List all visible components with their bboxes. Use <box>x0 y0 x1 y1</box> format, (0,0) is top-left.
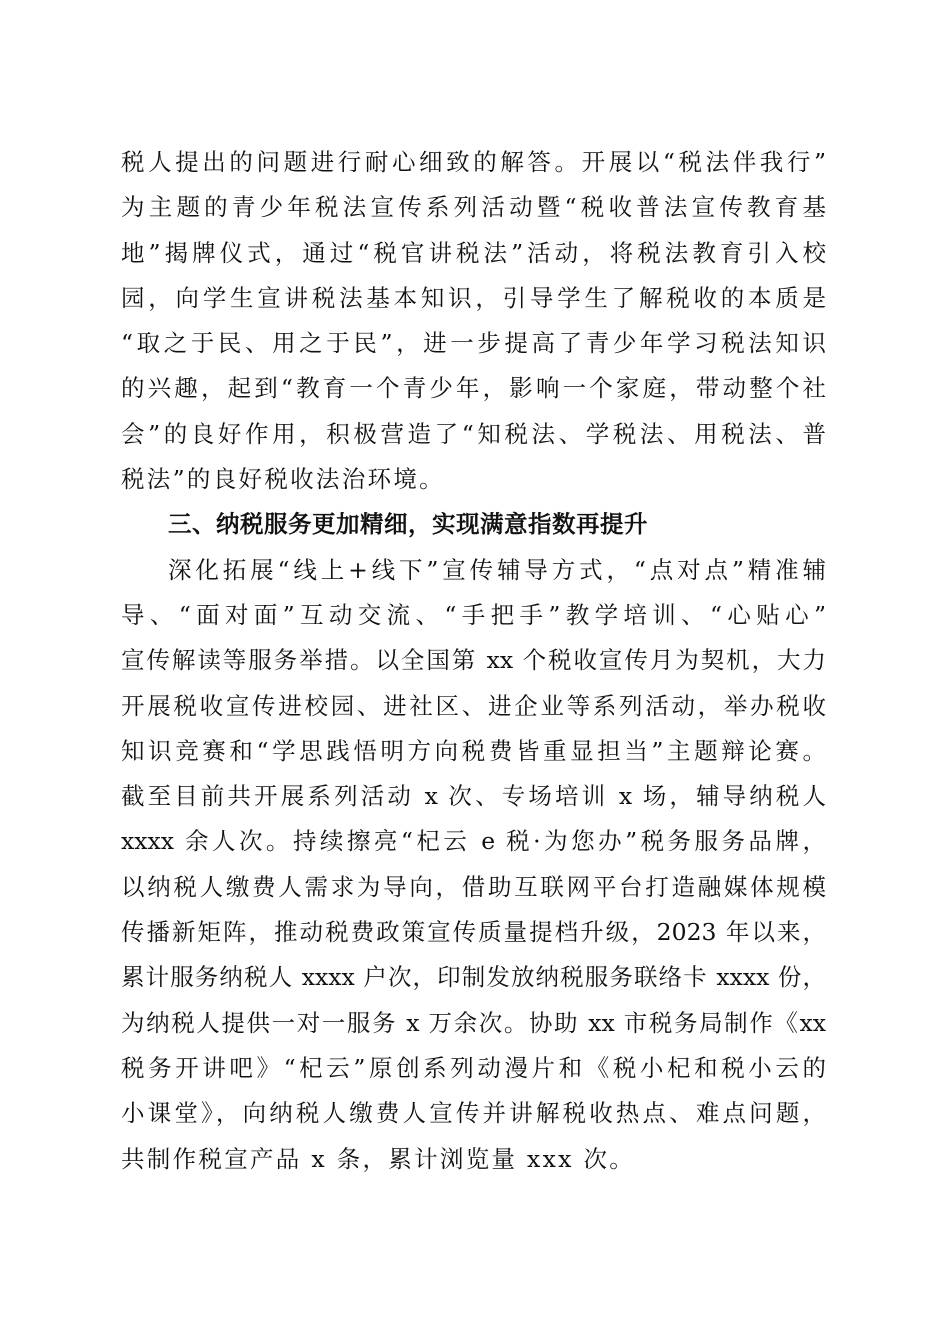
paragraph-continued <box>121 140 826 502</box>
text-line: 税法”的良好税收法治环境。 <box>121 465 445 494</box>
document-body <box>121 140 826 1182</box>
text-line: 园，向学生宣讲税法基本知识，引导学生了解税收的本质是 <box>121 283 826 312</box>
text-line: 导、“面对面”互动交流、“手把手”教学培训、“心贴心” <box>121 600 826 629</box>
text-line: 税务开讲吧》“杞云”原创系列动漫片和《税小杞和税小云的 <box>121 1053 826 1082</box>
text-line: 税人提出的问题进行耐心细致的解答。开展以“税法伴我行” <box>121 148 826 176</box>
text-line: 地”揭牌仪式，通过“税官讲税法”活动，将税法教育引入校 <box>121 238 826 267</box>
text-line: “取之于民、用之于民”，进一步提高了青少年学习税法知识 <box>121 329 826 358</box>
text-line: 为主题的青少年税法宣传系列活动暨“税收普法宣传教育基 <box>121 193 826 222</box>
text-line: 传播新矩阵，推动税费政策宣传质量提档升级，2023 年以来， <box>121 918 826 947</box>
paragraph-section-3 <box>121 548 826 1182</box>
text-line: 深化拓展“线上+线下”宣传辅导方式，“点对点”精准辅 <box>168 555 826 584</box>
text-line: 以纳税人缴费人需求为导向，借助互联网平台打造融媒体规模 <box>121 872 826 901</box>
text-line: 开展税收宣传进校园、进社区、进企业等系列活动，举办税收 <box>121 691 826 720</box>
text-line: xxxx 余人次。持续擦亮“杞云 e 税·为您办”税务服务品牌， <box>121 827 826 856</box>
section-heading: 三、纳税服务更加精细，实现满意指数再提升 <box>168 510 648 539</box>
text-line: 截至目前共开展系列活动 x 次、专场培训 x 场，辅导纳税人 <box>121 782 826 811</box>
text-line: 会”的良好作用，积极营造了“知税法、学税法、用税法、普 <box>121 419 826 448</box>
text-line: 知识竞赛和“学思践悟明方向税费皆重显担当”主题辩论赛。 <box>121 736 826 765</box>
text-line: 共制作税宣产品 x 条，累计浏览量 xxx 次。 <box>121 1144 636 1173</box>
text-line: 小课堂》，向纳税人缴费人宣传并讲解税收热点、难点问题， <box>121 1099 826 1128</box>
text-line: 累计服务纳税人 xxxx 户次，印制发放纳税服务联络卡 xxxx 份， <box>121 963 826 992</box>
text-line: 为纳税人提供一对一服务 x 万余次。协助 xx 市税务局制作《xx <box>121 1008 826 1037</box>
text-line: 的兴趣，起到“教育一个青少年，影响一个家庭，带动整个社 <box>121 374 826 403</box>
text-line: 宣传解读等服务举措。以全国第 xx 个税收宣传月为契机，大力 <box>121 646 826 675</box>
